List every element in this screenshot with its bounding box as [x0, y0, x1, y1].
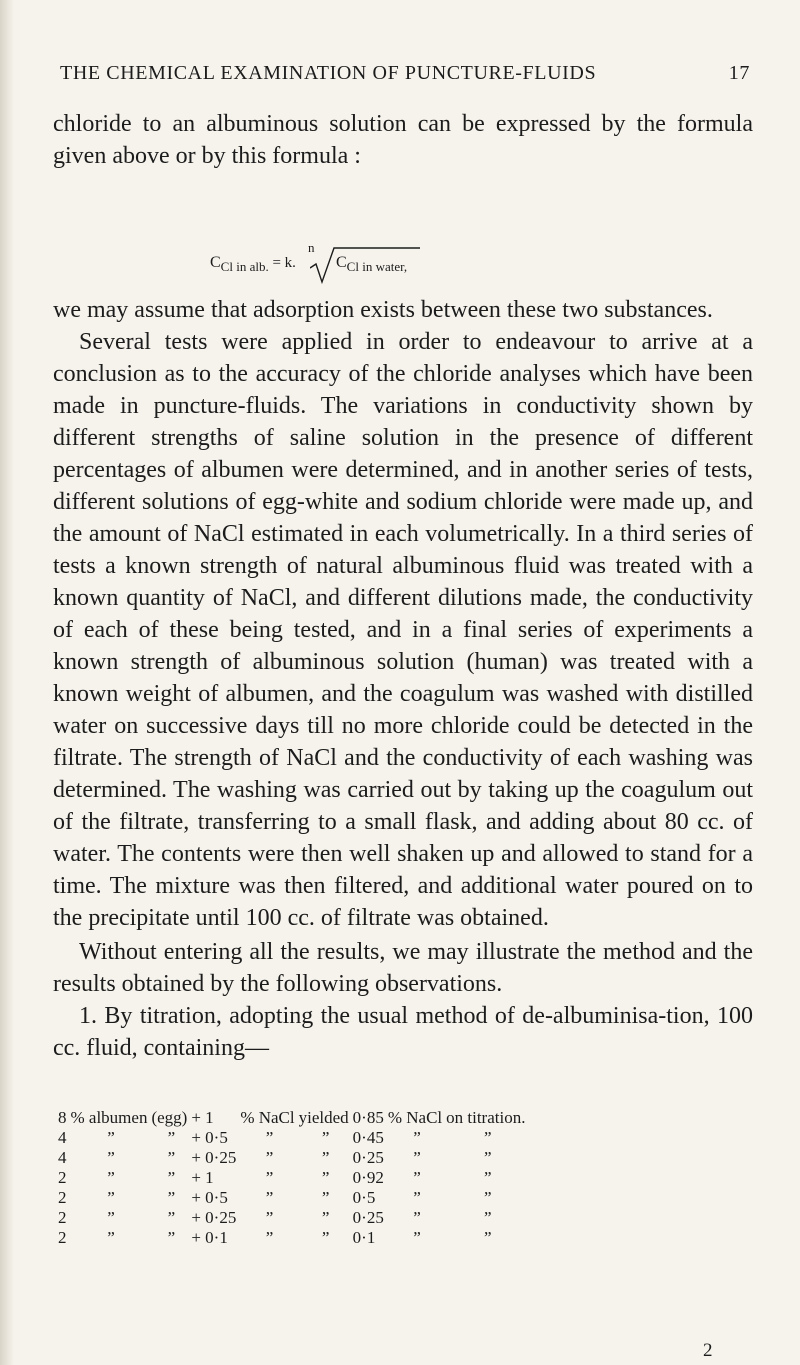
table-cell-added: + 0·25 [191, 1148, 237, 1167]
table-cell-added: + 1 [191, 1168, 214, 1187]
table-cell-result: 0·25 [352, 1148, 384, 1167]
table-cell-added: + 0·5 [191, 1188, 228, 1207]
table-cell-added: + 0·25 [191, 1208, 237, 1227]
adsorption-formula [210, 240, 610, 300]
table-cell-col6: ” [484, 1168, 492, 1187]
running-header [60, 62, 750, 85]
page-number: 17 [728, 62, 750, 84]
table-row [58, 1208, 529, 1228]
table-cell-col3: ” [265, 1188, 274, 1207]
table-cell-col6: on titration. [446, 1108, 526, 1127]
table-cell-col3: ” [265, 1148, 274, 1167]
formula-root-index: n [308, 240, 315, 255]
observations-body [58, 1108, 529, 1248]
table-cell-result: 0·92 [352, 1168, 384, 1187]
intro-text: chloride to an albuminous solution can be expressed by the formula given above or by this formula : [53, 111, 753, 169]
table-cell-albumen: 2 [58, 1228, 67, 1247]
table-cell-col1: ” [107, 1148, 115, 1167]
table-cell-col2: ” [167, 1188, 176, 1207]
table-cell-col5: % NaCl [387, 1108, 443, 1127]
table-cell-col2: ” [167, 1168, 176, 1187]
table-cell-col1: ” [107, 1208, 115, 1227]
table-row [58, 1128, 529, 1148]
table-cell-col2: (egg) [151, 1108, 188, 1127]
table-cell-col4: ” [321, 1188, 330, 1207]
table-cell-col4: ” [321, 1128, 330, 1147]
table-row [58, 1148, 529, 1168]
table-cell-result: 0·85 [352, 1108, 384, 1127]
signature-mark: 2 [703, 1340, 713, 1361]
table-cell-col1: ” [107, 1168, 115, 1187]
table-cell-albumen: 2 [58, 1208, 67, 1227]
table-cell-col4: ” [321, 1148, 330, 1167]
table-cell-col5: ” [413, 1148, 421, 1167]
paragraph-1: we may assume that adsorption exists between these two substances. [53, 297, 713, 323]
table-cell-col3: % NaCl [240, 1108, 295, 1127]
table-cell-col4: yielded [298, 1108, 349, 1127]
formula-c-left: C [210, 254, 221, 271]
table-cell-albumen: 4 [58, 1148, 67, 1167]
formula-left-side [210, 254, 296, 275]
formula-sub-right: Cl in water, [346, 259, 408, 274]
formula-sub-left: Cl in alb. [220, 259, 269, 274]
table-cell-albumen: 2 [58, 1188, 67, 1207]
intro-paragraph [53, 108, 753, 172]
formula-equals: = k. [272, 255, 296, 271]
table-row [58, 1188, 529, 1208]
table-cell-albumen: 2 [58, 1168, 67, 1187]
table-cell-col1: % albumen [70, 1108, 148, 1127]
body-text [53, 294, 753, 1064]
table-row [58, 1168, 529, 1188]
table-cell-col1: ” [107, 1188, 115, 1207]
header-title: THE CHEMICAL EXAMINATION OF PUNCTURE-FLUIDS [60, 62, 597, 84]
table-cell-col3: ” [265, 1208, 274, 1227]
table-cell-col1: ” [107, 1228, 115, 1247]
table-cell-result: 0·25 [352, 1208, 384, 1227]
table-cell-col4: ” [321, 1228, 330, 1247]
table-cell-albumen: 8 [58, 1108, 67, 1127]
table-cell-col2: ” [167, 1128, 176, 1147]
observations-table [58, 1108, 529, 1248]
table-cell-albumen: 4 [58, 1128, 67, 1147]
table-cell-result: 0·1 [352, 1228, 376, 1247]
formula-c-right: C [336, 254, 347, 271]
table-cell-col3: ” [265, 1168, 274, 1187]
table-cell-col6: ” [484, 1228, 492, 1247]
page-gutter [0, 0, 14, 1365]
table-cell-col3: ” [265, 1228, 274, 1247]
table-cell-col2: ” [167, 1208, 176, 1227]
table-cell-col5: ” [413, 1128, 421, 1147]
table-row [58, 1228, 529, 1248]
table-cell-added: + 1 [191, 1108, 214, 1127]
table-cell-col6: ” [484, 1208, 492, 1227]
table-cell-col6: ” [484, 1128, 492, 1147]
table-cell-col5: ” [413, 1208, 421, 1227]
table-cell-col3: ” [265, 1128, 274, 1147]
table-row [58, 1108, 529, 1128]
table-cell-col6: ” [484, 1188, 492, 1207]
table-cell-col4: ” [321, 1208, 330, 1227]
table-cell-col5: ” [413, 1188, 421, 1207]
table-cell-col5: ” [413, 1228, 421, 1247]
table-cell-col2: ” [167, 1148, 176, 1167]
paragraph-4: 1. By titration, adopting the usual method of de-albuminisa-tion, 100 cc. fluid, containing— [53, 1003, 753, 1061]
table-cell-col5: ” [413, 1168, 421, 1187]
table-cell-result: 0·5 [352, 1188, 376, 1207]
table-cell-col1: ” [107, 1128, 115, 1147]
paragraph-2: Several tests were applied in order to endeavour to arrive at a conclusion as to the accuracy of the chloride analyses which have been made in puncture-fluids. The variations in conductivity shown by different strengths of saline solution in the presence of different percentages of albumen were determined, and in another series of tests, different solutions of egg-white and sodium chloride were made up, and the amount of NaCl estimated in each volumetrically. In a third series of tests a known strength of natural albuminous fluid was treated with a known quantity of NaCl, and different dilutions made, the conductivity of each of these being tested, and in a final series of experiments a known strength of albuminous solution (human) was treated with a known weight of albumen, and the coagulum was washed with distilled water on successive days till no more chloride could be detected in the filtrate. The strength of NaCl and the conductivity of each washing was determined. The washing was carried out by taking up the coagulum out of the filtrate, transferring to a small flask, and adding about 80 cc. of water. The contents were then well shaken up and allowed to stand for a time. The mixture was then filtered, and additional water poured on to the precipitate until 100 cc. of filtrate was obtained. [53, 329, 753, 931]
table-cell-added: + 0·1 [191, 1228, 228, 1247]
formula-right-side [336, 254, 407, 275]
table-cell-result: 0·45 [352, 1128, 384, 1147]
table-cell-added: + 0·5 [191, 1128, 228, 1147]
table-cell-col2: ” [167, 1228, 176, 1247]
table-cell-col4: ” [321, 1168, 330, 1187]
paragraph-3: Without entering all the results, we may illustrate the method and the results obtained by the following observations. [53, 939, 753, 997]
table-cell-col6: ” [484, 1148, 492, 1167]
